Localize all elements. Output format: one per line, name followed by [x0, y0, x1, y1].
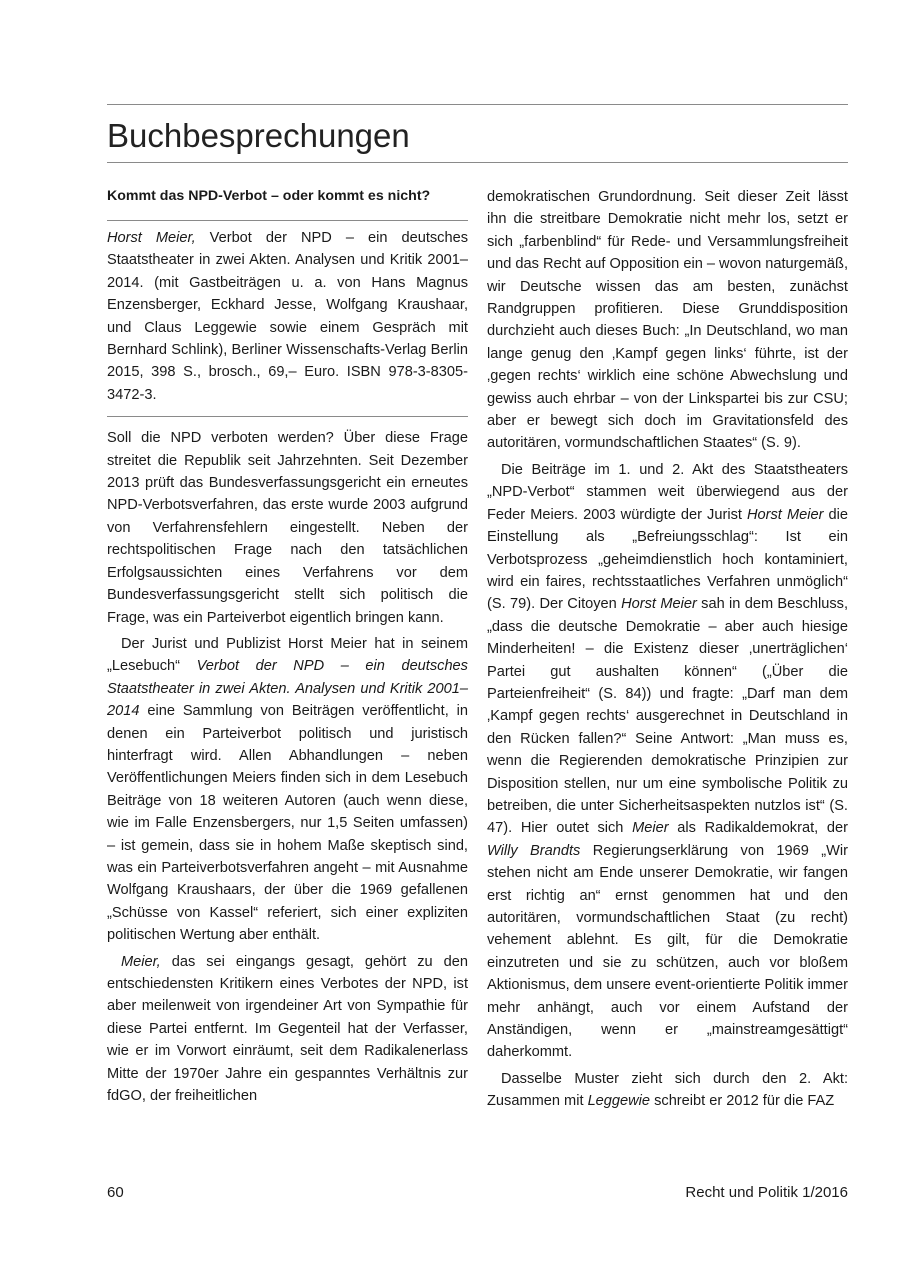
- right-column: [487, 186, 848, 1113]
- paragraph-4: demokratischen Grundordnung. Seit dieser Zeit lässt ihn die streitbare Demokratie nicht mehr los, setzt er sich „farbenblind“ für Rede- und Versammlungsfreiheit und das Recht auf Opposition ein – wovon naturgemäß, wir Deutsche wissen das am besten, zunächst Randgruppen profitieren. Diese Grunddisposition durchzieht auch dieses Buch: „In Deutschland, wo man lange genug den ‚Kampf gegen links‘ führte, ist der ‚gegen rechts‘ wirklich eine schöne Abwechslung und gewiss auch ehrbar – von der Linkspartei bis zur CSU; aber er bewegt sich doch im Gravitationsfeld des autoritären, vormundschaftlichen Staates“ (S. 9).: [487, 189, 849, 452]
- paragraph-5: [487, 459, 848, 1064]
- paragraph-5-text-a: Die Beiträge im 1. und 2. Akt des Staatstheaters „NPD-Verbot“ stammen weit überwiegend aus der Feder Meiers. 2003 würdigte der Jurist: [487, 461, 848, 523]
- paragraph-1: Soll die NPD verboten werden? Über diese Frage streitet die Republik seit Jahrzehnten. Seit Dezember 2013 prüft das Bundesverfassungsgericht ein erneutes NPD-Verbotsverfahren, das erste wurde 2003 aufgrund von Verfahrensfehlern eingestellt. Neben der rechtspolitischen Frage nach den tatsächlichen Erfolgsaussichten eines Verfahrens vor dem Bundesverfassungsgericht stellt sich politisch die Frage, was ein Parteiverbot eigentlich bringen kann.: [107, 430, 468, 626]
- page-number: 60: [107, 1184, 124, 1201]
- paragraph-2-text-a: Der Jurist und Publizist Horst Meier hat in seinem „Lesebuch“: [107, 635, 468, 675]
- paragraph-3: [107, 951, 468, 1108]
- paragraph-5-text-c: sah in dem Beschluss, „dass die deutsche Demokratie – aber auch hiesige Minderheiten! – die Existenz dieser ‚unerträglichen‘ Partei gut aushalten können“ („Über die Parteienfreiheit“ (S. 84)) und fragte: „Darf man dem ‚Kampf gegen rechts‘ ausgerechnet in Deutschland in den Rücken fallen?“ Seine Antwort: „Man muss es, wenn die Regierenden demokratische Prinzipien zur Disposition stellen, nur um eine symbolische Politik zu betreiben, die unter Sicherheitsaspekten nutzlos ist“ (S. 47). Hier outet sich: [487, 596, 848, 837]
- heading-rule: [107, 220, 468, 221]
- title-rule: [107, 162, 848, 163]
- citation-author: Horst Meier,: [107, 230, 196, 246]
- paragraph-2-text-b: eine Sammlung von Beiträgen veröffentlicht, in denen ein Parteiverbot politisch und juristisch hinterfragt wird. Allen Abhandlungen – neben Veröffentlichungen Meiers finden sich in dem Lesebuch Beiträge von 18 weiteren Autoren (auch wenn diese, wie im Falle Enzensbergers, nur 1,5 Seiten umfassen) – ist gemein, dass sie in hohem Maße skeptisch sind, was ein Parteiverbotsverfahren angeht – mit Ausnahme Wolfgang Kraushaars, der über die 1969 gefallenen „Schüsse von Kassel“ referiert, sich einer expliziten politischen Wertung aber enthält.: [107, 703, 468, 944]
- book-title: Verbot der NPD – ein deutsches Staatstheater in zwei Akten. Analysen und Kritik 2001–2014: [107, 658, 468, 720]
- journal-reference: Recht und Politik 1/2016: [685, 1184, 848, 1201]
- section-title: Buchbesprechungen: [107, 117, 410, 154]
- author-name: Meier: [632, 820, 669, 837]
- paragraph-6: [487, 1068, 848, 1113]
- author-name: Horst Meier: [621, 596, 697, 613]
- paragraph-6-text-b: schreibt er 2012 für die FAZ: [650, 1093, 835, 1110]
- paragraph-2: [107, 633, 468, 947]
- citation-details: Verbot der NPD – ein deutsches Staatstheater in zwei Akten. Analysen und Kritik 2001–2014. (mit Gastbeiträgen u. a. von Hans Magnus Enzensberger, Eckhard Jesse, Wolfgang Kraushaar, und Claus Leggewie sowie einem Gespräch mit Bernhard Schlink), Berliner Wissenschafts-Verlag Berlin 2015, 398 S., brosch., 69,– Euro. ISBN 978-3-8305-3472-3.: [107, 230, 468, 403]
- paragraph-5-text-d: als Radikaldemokrat, der: [668, 820, 848, 837]
- paragraph-5-text-b: die Einstellung als „Befreiungsschlag“: Ist ein Verbotsprozess „geheimdienstlich hoch kontaminiert, wird ein faires, rechtsstaatliches Verfahren unmöglich“ (S. 79). Der Citoyen: [487, 506, 848, 613]
- top-rule: [107, 104, 848, 105]
- paragraph-6-text-a: Dasselbe Muster zieht sich durch den 2. Akt: Zusammen mit: [487, 1070, 848, 1110]
- person-name: Leggewie: [587, 1093, 651, 1110]
- author-name: Horst Meier: [747, 506, 824, 523]
- person-name: Willy Brandts: [487, 842, 581, 859]
- review-heading: Kommt das NPD-Verbot – oder kommt es nicht?: [107, 188, 431, 204]
- citation-rule: [107, 416, 468, 417]
- book-citation: [107, 227, 468, 406]
- author-name: Meier,: [121, 953, 161, 970]
- paragraph-3-text: das sei eingangs gesagt, gehört zu den entschiedensten Kritikern eines Verbotes der NPD, ist aber meilenweit von irgendeiner Art von Sympathie für diese Partei entfernt. Im Gegenteil hat der Verfasser, wie er im Vorwort einräumt, seit dem Radikalenerlass Mitte der 1970er Jahre ein gespanntes Verhältnis zur fdGO, der freiheitlichen: [107, 953, 468, 1105]
- left-column: [107, 186, 468, 1107]
- paragraph-5-text-e: Regierungserklärung von 1969 „Wir stehen nicht am Ende unserer Demokratie, wir fangen erst richtig an“ ernst genommen hat und den autoritären, vormundschaftlichen Staat (zu recht) vehement ablehnt. Es gilt, für die Demokratie einzutreten und sie zu schützen, auch vor bloßem Aktionismus, dem unsere event-orientierte Politik immer mehr anhängt, auch vor einem Aufstand der Anständigen, wenn er „mainstreamgesättigt“ daherkommt.: [487, 842, 848, 1061]
